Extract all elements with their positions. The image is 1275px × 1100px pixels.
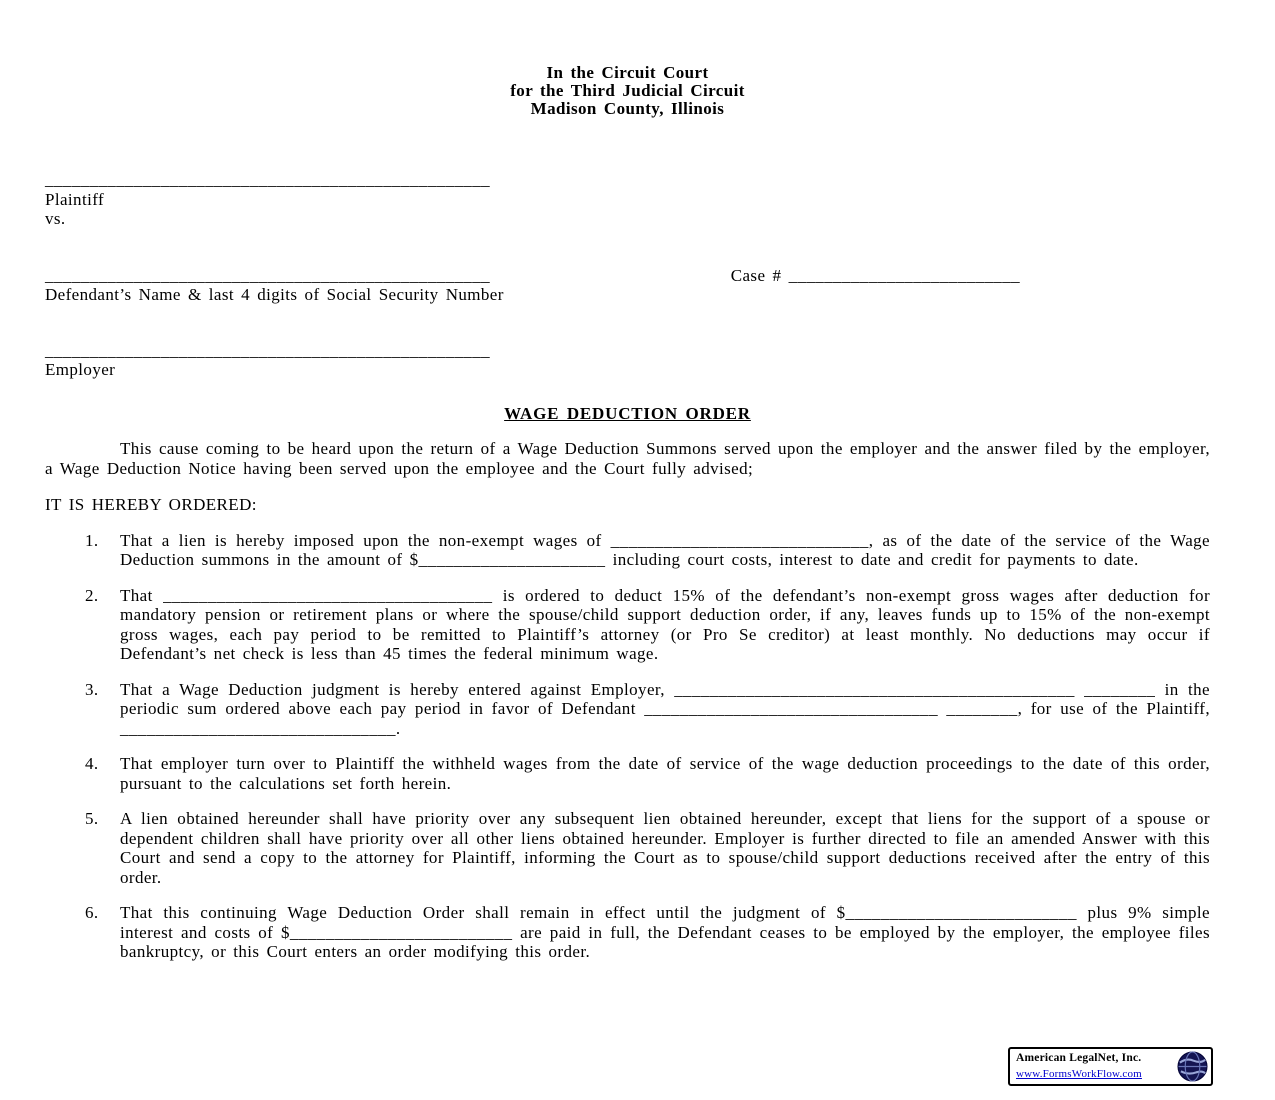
- legalnet-stamp-text: [1016, 1052, 1177, 1081]
- legalnet-stamp: [1008, 1047, 1213, 1086]
- case-caption: [45, 170, 1210, 380]
- order-item-6: [45, 903, 1210, 962]
- website-link[interactable]: www.FormsWorkFlow.com: [1016, 1068, 1142, 1080]
- plaintiff-label: Plaintiff: [45, 189, 105, 209]
- court-header-line2: for the Third Judicial Circuit: [510, 81, 745, 100]
- document-title-wrap: [45, 404, 1210, 424]
- defendant-blank-line: __________________________________________________: [45, 265, 490, 285]
- item-text: That a Wage Deduction judgment is hereby entered against Employer, _____________________________________________ ________ in the periodic sum ordered above each pay period in favor of Defendant _________________________________ ________, for use of the Plaintiff, _______________________________.: [120, 679, 1210, 738]
- ordered-clause: IT IS HEREBY ORDERED:: [45, 495, 257, 514]
- item-text: That employer turn over to Plaintiff the withheld wages from the date of service of the wage deduction proceedings to the date of this order, pursuant to the calculations set forth herein.: [120, 754, 1210, 793]
- item-number: 1.: [85, 530, 99, 550]
- item-text: A lien obtained hereunder shall have priority over any subsequent lien obtained hereunder, except that liens for the support of a spouse or dependent children shall have priority over all other liens obtained hereunder. Employer is further directed to file an amended Answer with this Court and send a copy to the attorney for Plaintiff, informing the Court as to spouse/child support deductions received after the entry of this order.: [120, 809, 1210, 887]
- item-number: 4.: [85, 754, 99, 773]
- order-item-2: [45, 586, 1210, 664]
- item-number: 2.: [85, 585, 99, 605]
- order-item-1: [45, 531, 1210, 570]
- court-header-line3: Madison County, Illinois: [530, 99, 725, 118]
- company-name: American LegalNet, Inc.: [1016, 1052, 1142, 1064]
- item-text: That this continuing Wage Deduction Order shall remain in effect until the judgment of $__________________________ plus 9% simple interest and costs of $_________________________ are paid in full, the Defendant ceases to be employed by the employer, the employee files bankruptcy, or this Court enters an order modifying this order.: [120, 903, 1210, 961]
- order-item-3: [45, 680, 1210, 739]
- employer-block: [45, 341, 1210, 380]
- order-item-5: [45, 809, 1210, 887]
- court-header-line1: In the Circuit Court: [546, 63, 709, 82]
- intro-paragraph: This cause coming to be heard upon the return of a Wage Deduction Summons served upon the employer and the answer filed by the employer, a Wage Deduction Notice having been served upon the employee and the Court fully advised;: [45, 439, 1210, 478]
- plaintiff-blank-line: __________________________________________________: [45, 170, 490, 189]
- vs-label: vs.: [45, 209, 66, 228]
- item-number: 5.: [85, 809, 99, 828]
- employer-blank-line: __________________________________________________: [45, 340, 490, 360]
- defendant-row: [45, 266, 1210, 286]
- globe-icon: [1177, 1051, 1208, 1082]
- order-item-4: [45, 754, 1210, 793]
- item-number: 3.: [85, 679, 99, 699]
- item-text: That a lien is hereby imposed upon the non-exempt wages of _____________________________, as of the date of the service of the Wage Deduction summons in the amount of $_____________________ including court costs, interest to date and credit for payments to date.: [120, 530, 1210, 569]
- defendant-label: Defendant’s Name & last 4 digits of Social Security Number: [45, 285, 504, 304]
- document-title: WAGE DEDUCTION ORDER: [504, 403, 751, 423]
- court-header: [45, 64, 1210, 118]
- item-text: That _____________________________________ is ordered to deduct 15% of the defendant’s non-exempt gross wages after deduction for mandatory pension or retirement plans or where the spouse/child support deduction order, if any, leaves funds up to 15% of the non-exempt gross wages, each pay period to be remitted to Plaintiff’s attorney (or Pro Se creditor) at least monthly. No deductions may occur if Defendant’s net check is less than 45 times the federal minimum wage.: [120, 585, 1210, 663]
- item-number: 6.: [85, 903, 99, 922]
- employer-label: Employer: [45, 360, 116, 379]
- case-number-field: Case # __________________________: [730, 265, 1020, 285]
- order-list: [45, 531, 1210, 962]
